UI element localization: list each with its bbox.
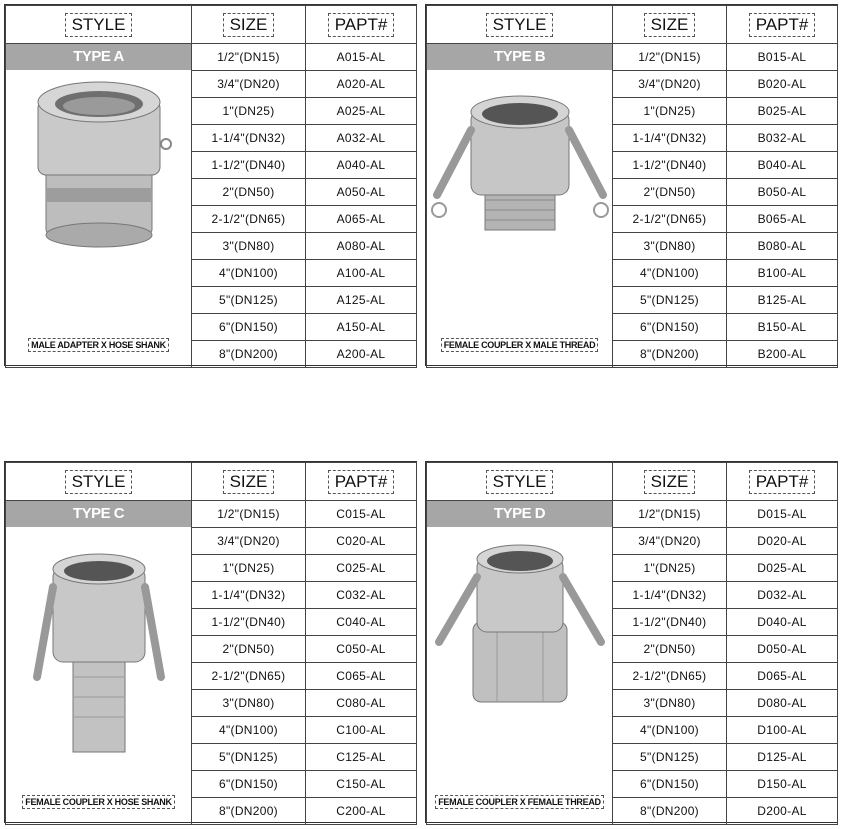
size-cell: 2"(DN50) — [192, 636, 306, 663]
part-number-cell: C015-AL — [306, 501, 417, 528]
part-number-cell: D065-AL — [727, 663, 838, 690]
size-cell: 3/4"(DN20) — [613, 528, 727, 555]
size-header: SIZE — [192, 6, 306, 44]
size-cell: 8"(DN200) — [192, 798, 306, 825]
spec-table — [5, 462, 417, 825]
spec-table — [5, 5, 417, 368]
style-cell — [427, 44, 613, 368]
part-number-cell: B050-AL — [727, 179, 838, 206]
size-cell: 4"(DN100) — [192, 260, 306, 287]
type-label: TYPE B — [427, 44, 612, 70]
size-cell: 4"(DN100) — [192, 717, 306, 744]
part-number-cell: D015-AL — [727, 501, 838, 528]
part-number-cell: D080-AL — [727, 690, 838, 717]
part-number-cell: A015-AL — [306, 44, 417, 71]
part-header: PAPT# — [306, 6, 417, 44]
catalog-panel-type-c — [4, 461, 417, 823]
size-cell: 6"(DN150) — [192, 314, 306, 341]
product-photo — [427, 70, 612, 341]
size-cell: 6"(DN150) — [613, 314, 727, 341]
part-number-cell: B025-AL — [727, 98, 838, 125]
part-number-cell: B200-AL — [727, 341, 838, 368]
product-caption: MALE ADAPTER X HOSE SHANK — [28, 338, 169, 352]
size-cell: 1-1/4"(DN32) — [613, 582, 727, 609]
catalog-panel-type-a — [4, 4, 417, 366]
part-number-cell: B015-AL — [727, 44, 838, 71]
part-number-cell: C080-AL — [306, 690, 417, 717]
part-number-cell: B020-AL — [727, 71, 838, 98]
part-number-cell: B150-AL — [727, 314, 838, 341]
size-cell: 2-1/2"(DN65) — [613, 663, 727, 690]
size-cell: 1-1/2"(DN40) — [192, 152, 306, 179]
product-photo — [6, 527, 191, 798]
size-cell: 1-1/2"(DN40) — [192, 609, 306, 636]
size-cell: 3"(DN80) — [613, 233, 727, 260]
style-header: STYLE — [6, 6, 192, 44]
size-cell: 3"(DN80) — [192, 233, 306, 260]
part-number-cell: C020-AL — [306, 528, 417, 555]
part-number-cell: A100-AL — [306, 260, 417, 287]
size-cell: 6"(DN150) — [192, 771, 306, 798]
size-cell: 5"(DN125) — [192, 287, 306, 314]
size-cell: 1/2"(DN15) — [613, 501, 727, 528]
size-cell: 3"(DN80) — [613, 690, 727, 717]
part-number-cell: A080-AL — [306, 233, 417, 260]
size-cell: 1"(DN25) — [192, 555, 306, 582]
part-number-cell: C050-AL — [306, 636, 417, 663]
size-cell: 1-1/2"(DN40) — [613, 152, 727, 179]
part-number-cell: D040-AL — [727, 609, 838, 636]
size-cell: 3/4"(DN20) — [192, 528, 306, 555]
size-cell: 4"(DN100) — [613, 260, 727, 287]
part-number-cell: A200-AL — [306, 341, 417, 368]
part-number-cell: B100-AL — [727, 260, 838, 287]
size-cell: 2"(DN50) — [613, 179, 727, 206]
size-cell: 5"(DN125) — [613, 287, 727, 314]
part-number-cell: D025-AL — [727, 555, 838, 582]
part-number-cell: D200-AL — [727, 798, 838, 825]
part-header: PAPT# — [727, 6, 838, 44]
product-caption: FEMALE COUPLER X FEMALE THREAD — [435, 795, 604, 809]
part-number-cell: D150-AL — [727, 771, 838, 798]
part-number-cell: C125-AL — [306, 744, 417, 771]
part-number-cell: C025-AL — [306, 555, 417, 582]
size-header: SIZE — [613, 6, 727, 44]
style-cell — [427, 501, 613, 825]
size-cell: 1"(DN25) — [613, 555, 727, 582]
header-row — [427, 6, 838, 44]
size-cell: 2-1/2"(DN65) — [192, 663, 306, 690]
size-cell: 5"(DN125) — [192, 744, 306, 771]
spec-table — [426, 5, 838, 368]
part-number-cell: A020-AL — [306, 71, 417, 98]
size-cell: 3"(DN80) — [192, 690, 306, 717]
size-cell: 1/2"(DN15) — [192, 501, 306, 528]
size-cell: 1-1/4"(DN32) — [613, 125, 727, 152]
size-cell: 1"(DN25) — [192, 98, 306, 125]
part-number-cell: B080-AL — [727, 233, 838, 260]
size-cell: 6"(DN150) — [613, 771, 727, 798]
type-label: TYPE D — [427, 501, 612, 527]
part-number-cell: B032-AL — [727, 125, 838, 152]
size-header: SIZE — [613, 463, 727, 501]
part-number-cell: B040-AL — [727, 152, 838, 179]
product-photo — [6, 70, 191, 341]
part-number-cell: C100-AL — [306, 717, 417, 744]
size-cell: 1-1/4"(DN32) — [192, 125, 306, 152]
size-cell: 4"(DN100) — [613, 717, 727, 744]
product-caption: FEMALE COUPLER X MALE THREAD — [441, 338, 599, 352]
table-row — [427, 501, 838, 528]
spec-table — [426, 462, 838, 825]
part-number-cell: A032-AL — [306, 125, 417, 152]
header-row — [6, 463, 417, 501]
size-cell: 3/4"(DN20) — [613, 71, 727, 98]
size-cell: 1"(DN25) — [613, 98, 727, 125]
product-photo — [427, 527, 612, 798]
part-number-cell: A125-AL — [306, 287, 417, 314]
size-cell: 8"(DN200) — [613, 798, 727, 825]
size-cell: 8"(DN200) — [192, 341, 306, 368]
table-row — [6, 44, 417, 71]
type-label: TYPE C — [6, 501, 191, 527]
size-cell: 1/2"(DN15) — [613, 44, 727, 71]
part-number-cell: B125-AL — [727, 287, 838, 314]
part-number-cell: C200-AL — [306, 798, 417, 825]
part-number-cell: A025-AL — [306, 98, 417, 125]
part-number-cell: D100-AL — [727, 717, 838, 744]
size-cell: 5"(DN125) — [613, 744, 727, 771]
part-number-cell: D020-AL — [727, 528, 838, 555]
part-header: PAPT# — [306, 463, 417, 501]
size-cell: 1-1/4"(DN32) — [192, 582, 306, 609]
style-cell — [6, 501, 192, 825]
style-header: STYLE — [6, 463, 192, 501]
part-number-cell: D050-AL — [727, 636, 838, 663]
size-cell: 2"(DN50) — [192, 179, 306, 206]
size-cell: 1-1/2"(DN40) — [613, 609, 727, 636]
part-number-cell: D032-AL — [727, 582, 838, 609]
catalog-panel-type-d — [425, 461, 838, 823]
part-number-cell: C065-AL — [306, 663, 417, 690]
part-number-cell: C150-AL — [306, 771, 417, 798]
table-row — [427, 44, 838, 71]
part-number-cell: C040-AL — [306, 609, 417, 636]
part-header: PAPT# — [727, 463, 838, 501]
size-cell: 3/4"(DN20) — [192, 71, 306, 98]
size-cell: 2-1/2"(DN65) — [613, 206, 727, 233]
size-cell: 1/2"(DN15) — [192, 44, 306, 71]
style-cell — [6, 44, 192, 368]
part-number-cell: A050-AL — [306, 179, 417, 206]
part-number-cell: C032-AL — [306, 582, 417, 609]
product-caption: FEMALE COUPLER X HOSE SHANK — [22, 795, 174, 809]
size-cell: 2"(DN50) — [613, 636, 727, 663]
size-cell: 2-1/2"(DN65) — [192, 206, 306, 233]
part-number-cell: A150-AL — [306, 314, 417, 341]
size-cell: 8"(DN200) — [613, 341, 727, 368]
type-label: TYPE A — [6, 44, 191, 70]
catalog-panel-type-b — [425, 4, 838, 366]
header-row — [6, 6, 417, 44]
table-row — [6, 501, 417, 528]
size-header: SIZE — [192, 463, 306, 501]
part-number-cell: A065-AL — [306, 206, 417, 233]
part-number-cell: A040-AL — [306, 152, 417, 179]
style-header: STYLE — [427, 463, 613, 501]
header-row — [427, 463, 838, 501]
part-number-cell: D125-AL — [727, 744, 838, 771]
part-number-cell: B065-AL — [727, 206, 838, 233]
style-header: STYLE — [427, 6, 613, 44]
